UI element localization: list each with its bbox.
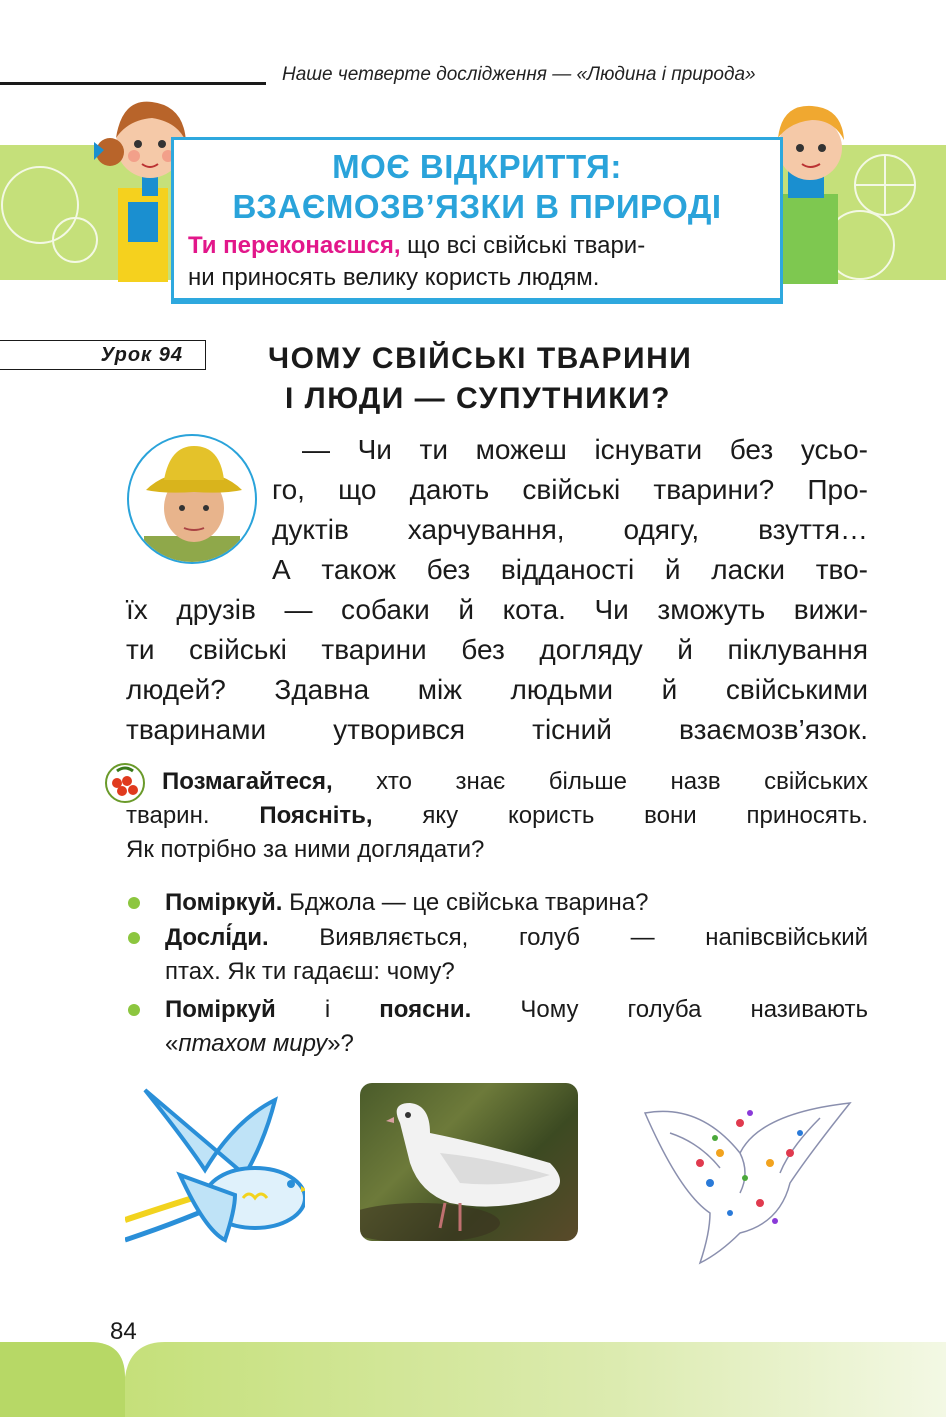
bullet-2-line2: птах. Як ти гадаєш: чому? [165,958,455,985]
discovery-lead [188,230,774,294]
main-text-line-6: ти свійські тварини без догляду й піклування [126,634,868,665]
running-title: Наше четверте дослідження — «Людина і природа» [282,64,756,85]
discovery-title-line2: ВЗАЄМОЗВ’ЯЗКИ В ПРИРОДІ [232,188,722,225]
discovery-lead-bold: Ти переконаєшся, [188,232,401,259]
header-rule [0,82,266,85]
discovery-lead-rest: що всі свійські твари- [400,232,646,259]
task-line2-pre: тварин. [126,802,260,829]
lesson-title-line1: ЧОМУ СВІЙСЬКІ ТВАРИНИ [268,342,693,375]
bullet-2-bold: Дослі́ди. [165,924,269,951]
discovery-box [171,137,783,301]
main-text-line-4: А також без відданості й ласки тво- [272,554,868,585]
bullet-3-bold2: поясни. [379,996,472,1023]
bullet-item-1 [165,886,868,920]
bullet-dot-icon [128,932,140,944]
white-dove-photo [360,1083,578,1241]
bullet-3-text: Чому голуба називають [471,996,868,1023]
discovery-lead-line2: ни приносять велику користь людям. [188,264,600,291]
main-text-line-3: дуктів харчування, одягу, взуття… [272,514,868,545]
floral-dove-drawing [640,1093,860,1268]
bullet-3-italic: птахом миру [178,1030,328,1057]
bullet-1-text: Бджола — це свійська тварина? [282,889,649,916]
bullet-dot-icon [128,1004,140,1016]
main-text-line-8: тваринами утворився тісний взаємозв’язок. [126,714,868,745]
bullet-item-2 [165,921,868,989]
lesson-title-line2: І ЛЮДИ — СУПУТНИКИ? [285,382,671,415]
task-line-3: Як потрібно за ними доглядати? [126,836,485,863]
task-text-1: хто знає більше назв свійських [332,768,868,795]
task-bold-2: Поясніть, [259,802,373,829]
lesson-tag [0,340,206,370]
bullet-2-text: Виявляється, голуб — напівсвійський [268,924,868,951]
task-block [126,765,868,867]
guide-avatar [124,432,260,566]
blue-dove-drawing [125,1080,305,1255]
task-text-2: яку користь вони приносять. [372,802,868,829]
white-dove-photo-content [360,1083,578,1241]
footer-band [0,1342,946,1417]
bullet-1-bold: Поміркуй. [165,889,283,916]
task-bold-1: Позмагайтеся, [162,768,333,795]
bullet-dot-icon [128,897,140,909]
main-text-line-5: їх друзів — собаки й кота. Чи зможуть вижи- [126,594,868,625]
bullet-3-quote-open: « [165,1030,179,1057]
main-text-line-7: людей? Здавна між людьми й свійськими [126,674,868,705]
bullet-3-bold: Поміркуй [165,996,276,1023]
bullet-3-quote-close: »? [327,1030,354,1057]
discovery-title-line1: МОЄ ВІДКРИТТЯ: [332,148,622,185]
bullet-3-mid: і [275,996,380,1023]
main-text-line-1: — Чи ти можеш існувати без усьо- [302,434,868,465]
lesson-label: Урок 94 [100,344,183,366]
main-text-line-2: го, що дають свійські тварини? Про- [272,474,868,505]
bullet-item-3 [165,993,868,1061]
page-number: 84 [110,1318,137,1345]
